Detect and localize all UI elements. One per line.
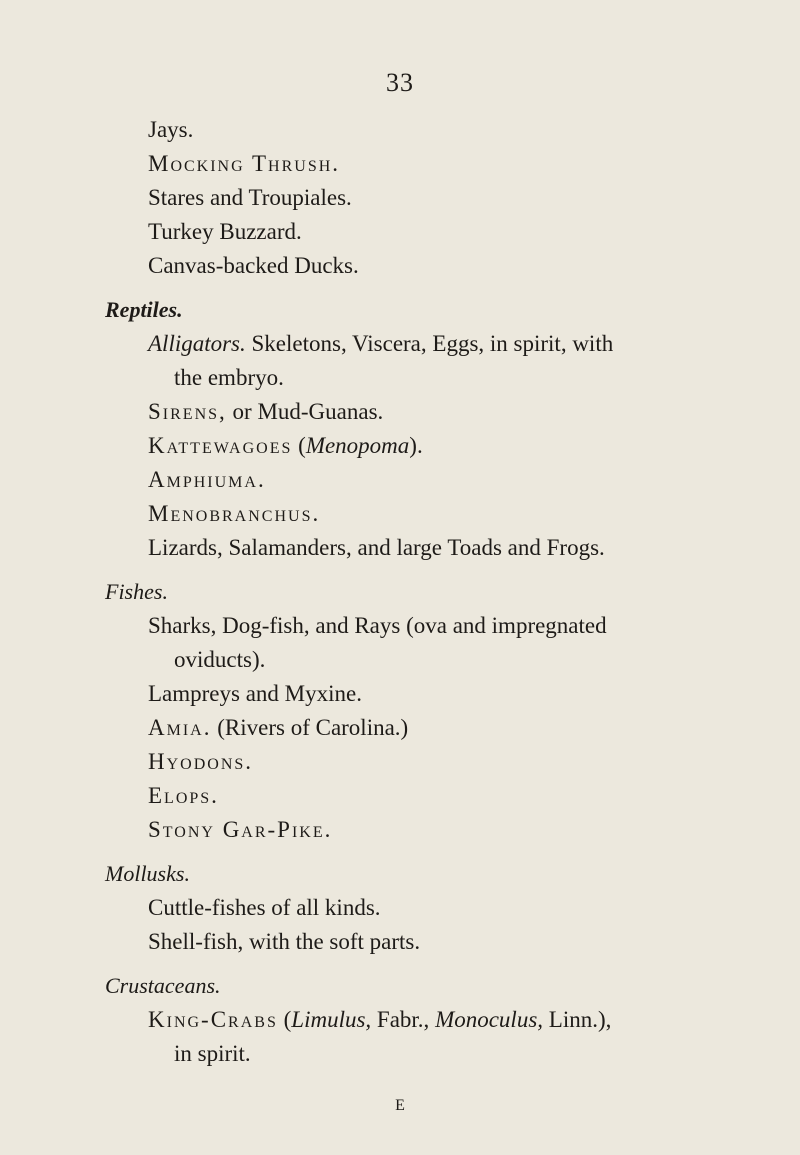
- sirens-name: Sirens,: [148, 399, 227, 424]
- entry-cuttle-fishes: Cuttle-fishes of all kinds.: [148, 895, 381, 920]
- entry-amphiuma: Amphiuma.: [148, 467, 266, 492]
- page-number: 33: [386, 68, 414, 97]
- menopoma-genus: Menopoma: [305, 433, 410, 458]
- king-crabs-name: King-Crabs: [148, 1007, 278, 1032]
- entry-mocking-thrush: Mocking Thrush.: [148, 151, 341, 176]
- sirens-text: or Mud-Guanas.: [226, 399, 384, 424]
- fabr-author: Fabr.,: [371, 1007, 436, 1032]
- section-heading-crustaceans: Crustaceans.: [105, 973, 221, 998]
- entry-amia: [148, 714, 408, 742]
- amia-name: Amia.: [148, 715, 212, 740]
- entry-alligators-continued: the embryo.: [174, 365, 284, 390]
- entry-lampreys: Lampreys and Myxine.: [148, 681, 362, 706]
- entry-kattewagoes: [148, 432, 423, 460]
- linn-author: Linn.),: [543, 1007, 612, 1032]
- alligators-name: Alligators.: [148, 331, 246, 356]
- entry-king-crabs: [148, 1006, 611, 1034]
- entry-shell-fish: Shell-fish, with the soft parts.: [148, 929, 421, 954]
- entry-turkey-buzzard: Turkey Buzzard.: [148, 219, 302, 244]
- section-heading-mollusks: Mollusks.: [105, 861, 190, 886]
- signature-mark: E: [395, 1097, 405, 1114]
- kattewagoes-open: (: [292, 433, 306, 458]
- entry-hyodons: Hyodons.: [148, 749, 254, 774]
- monoculus-genus: Monoculus,: [435, 1007, 544, 1032]
- entry-menobranchus: Menobranchus.: [148, 501, 321, 526]
- entry-elops: Elops.: [148, 783, 219, 808]
- amia-text: (Rivers of Carolina.): [211, 715, 409, 740]
- entry-canvas-backed-ducks: Canvas-backed Ducks.: [148, 253, 359, 278]
- kattewagoes-name: Kattewagoes: [148, 433, 293, 458]
- kattewagoes-close: ).: [409, 433, 423, 458]
- entry-stony-gar-pike: Stony Gar-Pike.: [148, 817, 333, 842]
- entry-lizards: Lizards, Salamanders, and large Toads and Frogs.: [148, 535, 605, 560]
- entry-jays: Jays.: [148, 117, 194, 142]
- entry-king-crabs-continued: in spirit.: [174, 1041, 251, 1066]
- limulus-genus: Limulus,: [291, 1007, 372, 1032]
- entry-sirens: [148, 398, 383, 426]
- entry-stares: Stares and Troupiales.: [148, 185, 352, 210]
- entry-alligators: [148, 330, 613, 358]
- section-heading-fishes: Fishes.: [105, 579, 168, 604]
- king-crabs-open: (: [277, 1007, 292, 1032]
- entry-sharks: Sharks, Dog-fish, and Rays (ova and impregnated: [148, 613, 607, 638]
- entry-sharks-continued: oviducts).: [174, 647, 266, 672]
- alligators-text: Skeletons, Viscera, Eggs, in spirit, with: [245, 331, 614, 356]
- section-heading-reptiles: Reptiles.: [105, 297, 183, 322]
